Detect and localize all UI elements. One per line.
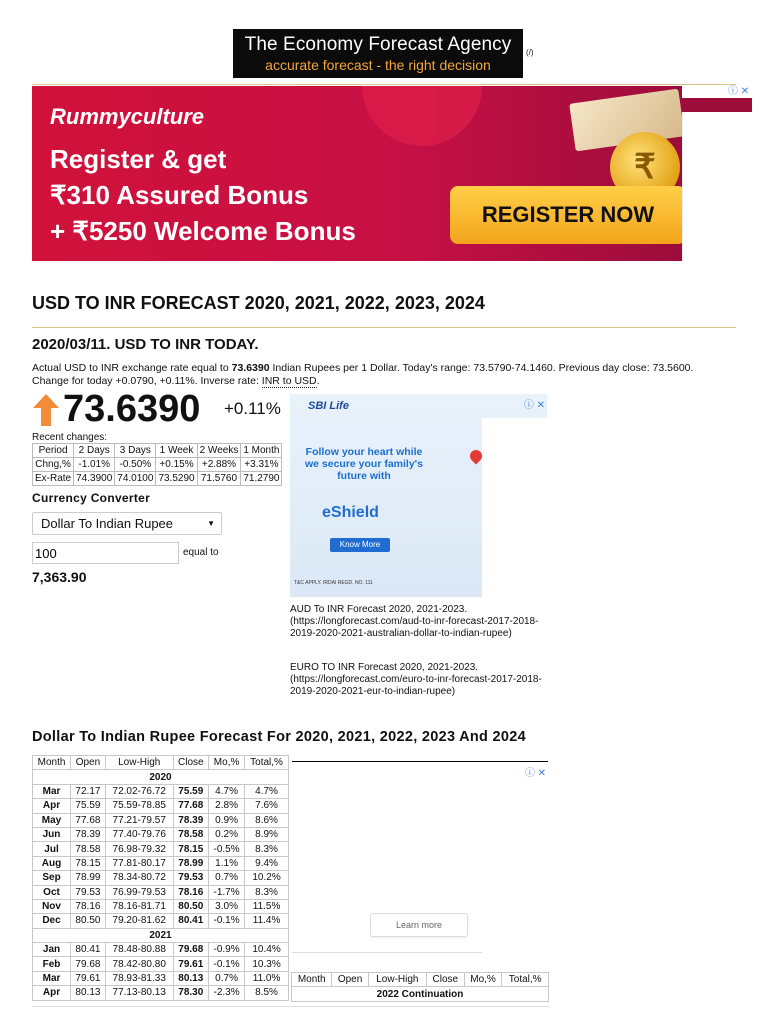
date-subtitle: 2020/03/11. USD TO INR TODAY. <box>32 336 259 353</box>
table-header-cell: 2 Weeks <box>197 444 241 458</box>
forecast-continuation-table <box>291 972 549 1002</box>
table-cell: -0.50% <box>115 458 156 472</box>
ad-brand: Rummyculture <box>50 104 205 129</box>
table-header-cell: Close <box>427 973 465 987</box>
ad-blank-area <box>482 418 547 597</box>
ad-headline: Follow your heart while we secure your family's future with <box>304 446 424 482</box>
table-cell: 79.61 <box>173 957 208 971</box>
table-cell: 76.98-79.32 <box>105 842 173 856</box>
table-row <box>33 472 282 486</box>
table-cell: Mar <box>33 784 71 798</box>
table-header-cell: Mo,% <box>209 756 245 770</box>
table-cell: 77.21-79.57 <box>105 813 173 827</box>
register-now-button[interactable]: REGISTER NOW <box>450 186 682 244</box>
table-row <box>33 928 289 942</box>
ad-divider <box>292 952 482 953</box>
related-link-aud[interactable] <box>290 604 550 640</box>
table-cell: Jan <box>33 943 71 957</box>
table-cell: 1.1% <box>209 856 245 870</box>
table-cell: 78.34-80.72 <box>105 871 173 885</box>
table-row <box>33 756 289 770</box>
table-cell: 78.16 <box>173 885 208 899</box>
dropdown-caret-icon: ▼ <box>207 519 215 528</box>
table-cell: Chng,% <box>33 458 74 472</box>
related-title: EURO TO INR Forecast 2020, 2021-2023. <box>290 662 479 673</box>
table-cell: 77.40-79.76 <box>105 827 173 841</box>
table-cell: 79.20-81.62 <box>105 914 173 928</box>
table-cell: 11.4% <box>245 914 289 928</box>
table-cell: 80.41 <box>71 943 106 957</box>
bottom-ad[interactable] <box>292 761 548 972</box>
table-cell: 78.39 <box>173 813 208 827</box>
table-header-cell: Month <box>33 756 71 770</box>
table-cell: 0.9% <box>209 813 245 827</box>
year-heading: 2020 <box>33 770 289 784</box>
table-cell: 75.59-78.85 <box>105 799 173 813</box>
logo-tagline: accurate forecast - the right decision <box>265 57 491 73</box>
table-cell: 10.3% <box>245 957 289 971</box>
table-cell: 78.48-80.88 <box>105 943 173 957</box>
ad-fine-print: T&C APPLY. IRDAI REGD. NO. 111 <box>294 580 373 586</box>
rate-description <box>32 362 732 388</box>
table-cell: 8.3% <box>245 842 289 856</box>
table-header-cell: Month <box>292 973 332 987</box>
equal-to-label: equal to <box>183 547 219 558</box>
table-header-cell: Open <box>71 756 106 770</box>
related-title: AUD To INR Forecast 2020, 2021-2023. <box>290 604 468 615</box>
table-header-cell: Mo,% <box>464 973 502 987</box>
table-cell: 79.53 <box>173 871 208 885</box>
forecast-title: Dollar To Indian Rupee Forecast For 2020, 2021, 2022, 2023 And 2024 <box>32 729 526 745</box>
table-cell: May <box>33 813 71 827</box>
table-cell: 4.7% <box>209 784 245 798</box>
ad-product: eShield <box>322 504 379 521</box>
table-header-cell: 1 Week <box>156 444 197 458</box>
table-cell: Nov <box>33 899 71 913</box>
rupee-coin-icon: ₹ <box>610 132 680 202</box>
table-cell: 74.0100 <box>115 472 156 486</box>
table-cell: 0.7% <box>209 871 245 885</box>
table-cell: 9.4% <box>245 856 289 870</box>
table-header-cell: Period <box>33 444 74 458</box>
forecast-table <box>32 755 289 1001</box>
desc-text-2: Indian Rupees per 1 Dollar. Today's range: 73.5790-74.1460. Previous day close: 73.5600. Change for today +0.0790, +0.11%. Inverse rate: <box>32 362 694 387</box>
table-cell: 80.13 <box>173 971 208 985</box>
ad-headline-1: Register & get <box>50 144 227 174</box>
title-divider <box>32 327 736 328</box>
table-row <box>33 871 289 885</box>
year-heading: 2022 Continuation <box>292 987 549 1001</box>
table-cell: Aug <box>33 856 71 870</box>
amount-input[interactable] <box>32 542 179 564</box>
current-rate: 73.6390 <box>63 388 201 430</box>
table-cell: 78.15 <box>173 842 208 856</box>
table-header-cell: 1 Month <box>241 444 282 458</box>
table-cell: 78.93-81.33 <box>105 971 173 985</box>
table-cell: 8.9% <box>245 827 289 841</box>
table-cell: 78.16 <box>71 899 106 913</box>
table-cell: Apr <box>33 986 71 1000</box>
table-header-cell: Close <box>173 756 208 770</box>
table-cell: 78.42-80.80 <box>105 957 173 971</box>
table-cell: Jul <box>33 842 71 856</box>
desc-rate: 73.6390 <box>231 362 270 374</box>
table-cell: 0.7% <box>209 971 245 985</box>
related-url: (https://longforecast.com/aud-to-inr-forecast-2017-2018-2019-2020-2021-australian-dollar-to-indian-rupee) <box>290 616 539 639</box>
currency-pair-select[interactable] <box>32 512 222 535</box>
table-cell: -2.3% <box>209 986 245 1000</box>
table-cell: 72.17 <box>71 784 106 798</box>
table-cell: 78.15 <box>71 856 106 870</box>
table-row <box>33 458 282 472</box>
table-cell: 77.68 <box>173 799 208 813</box>
table-row <box>33 899 289 913</box>
table-cell: 79.68 <box>71 957 106 971</box>
table-header-cell: 3 Days <box>115 444 156 458</box>
table-cell: Dec <box>33 914 71 928</box>
ad-choices-close-icon[interactable]: ⓘ ✕ <box>725 86 752 98</box>
ad-headline-3: + ₹5250 Welcome Bonus <box>50 216 356 246</box>
logo-link-mark[interactable]: (/) <box>526 48 534 57</box>
table-cell: -0.1% <box>209 914 245 928</box>
table-row <box>33 914 289 928</box>
table-row <box>33 957 289 971</box>
table-cell: Oct <box>33 885 71 899</box>
table-cell: Ex-Rate <box>33 472 74 486</box>
table-row <box>33 971 289 985</box>
table-row <box>33 856 289 870</box>
learn-more-button[interactable]: Learn more <box>370 913 468 937</box>
table-cell: 77.68 <box>71 813 106 827</box>
table-cell: +2.88% <box>197 458 241 472</box>
table-cell: 77.81-80.17 <box>105 856 173 870</box>
table-cell: 77.13-80.13 <box>105 986 173 1000</box>
top-divider <box>32 84 736 85</box>
insurance-ad[interactable] <box>290 394 547 597</box>
table-cell: -0.9% <box>209 943 245 957</box>
ad-choices-close-icon[interactable]: ⓘ ✕ <box>524 768 546 779</box>
table-cell: 4.7% <box>245 784 289 798</box>
table-header-cell: Low-High <box>105 756 173 770</box>
table-cell: Mar <box>33 971 71 985</box>
table-cell: 78.58 <box>173 827 208 841</box>
table-cell: 2.8% <box>209 799 245 813</box>
table-cell: 72.02-76.72 <box>105 784 173 798</box>
table-row <box>33 444 282 458</box>
table-cell: 74.3900 <box>74 472 115 486</box>
table-cell: 8.5% <box>245 986 289 1000</box>
logo-title: The Economy Forecast Agency <box>244 34 512 55</box>
bottom-divider <box>32 1006 549 1007</box>
recent-changes-label: Recent changes: <box>32 432 108 443</box>
table-cell: -0.1% <box>209 957 245 971</box>
page-title: USD TO INR FORECAST 2020, 2021, 2022, 2023, 2024 <box>32 293 485 313</box>
rate-change-percent: +0.11% <box>224 399 281 418</box>
table-header-cell: Total,% <box>245 756 289 770</box>
table-cell: 10.2% <box>245 871 289 885</box>
table-cell: +0.15% <box>156 458 197 472</box>
ad-decoration <box>362 86 482 146</box>
arrow-up-icon <box>33 394 59 426</box>
table-cell: Feb <box>33 957 71 971</box>
table-cell: 78.30 <box>173 986 208 1000</box>
table-row <box>33 842 289 856</box>
site-logo[interactable] <box>233 29 523 78</box>
table-header-cell: Total,% <box>502 973 549 987</box>
table-cell: Apr <box>33 799 71 813</box>
table-cell: 76.99-79.53 <box>105 885 173 899</box>
table-row <box>33 885 289 899</box>
table-header-cell: Open <box>332 973 368 987</box>
table-cell: 78.39 <box>71 827 106 841</box>
table-cell: 11.0% <box>245 971 289 985</box>
table-cell: 71.2790 <box>241 472 282 486</box>
table-row <box>33 799 289 813</box>
table-cell: 11.5% <box>245 899 289 913</box>
related-url: (https://longforecast.com/euro-to-inr-forecast-2017-2018-2019-2020-2021-eur-to-indian-rupee) <box>290 674 542 697</box>
desc-text-3: . <box>316 375 320 387</box>
table-cell: 3.0% <box>209 899 245 913</box>
banner-ad[interactable] <box>32 86 682 261</box>
table-cell: 80.50 <box>173 899 208 913</box>
table-row <box>33 943 289 957</box>
inverse-rate-link[interactable]: INR to USD <box>261 375 317 387</box>
know-more-button[interactable]: Know More <box>330 538 390 552</box>
table-cell: 7.6% <box>245 799 289 813</box>
table-cell: 79.53 <box>71 885 106 899</box>
year-heading: 2021 <box>33 928 289 942</box>
recent-changes-table <box>32 443 282 486</box>
table-cell: 79.61 <box>71 971 106 985</box>
table-header-cell: Low-High <box>368 973 426 987</box>
table-cell: 71.5760 <box>197 472 241 486</box>
table-cell: 78.58 <box>71 842 106 856</box>
desc-text-1: Actual USD to INR exchange rate equal to <box>32 362 232 374</box>
related-link-euro[interactable] <box>290 662 550 698</box>
table-row <box>33 986 289 1000</box>
table-cell: +3.31% <box>241 458 282 472</box>
converter-title: Currency Converter <box>32 491 151 505</box>
table-row <box>33 813 289 827</box>
table-cell: -1.7% <box>209 885 245 899</box>
table-cell: 79.68 <box>173 943 208 957</box>
ad-edge <box>682 98 752 112</box>
ad-choices-close-icon[interactable]: ⓘ ✕ <box>523 400 545 411</box>
table-cell: -1.01% <box>74 458 115 472</box>
table-cell: 75.59 <box>71 799 106 813</box>
ad-headline-2: ₹310 Assured Bonus <box>50 180 309 210</box>
table-cell: Sep <box>33 871 71 885</box>
ad-blank-area <box>682 112 752 261</box>
table-header-cell: 2 Days <box>74 444 115 458</box>
conversion-result: 7,363.90 <box>32 569 87 585</box>
table-cell: 78.16-81.71 <box>105 899 173 913</box>
table-row <box>33 827 289 841</box>
table-cell: 73.5290 <box>156 472 197 486</box>
table-cell: 8.6% <box>245 813 289 827</box>
table-cell: 78.99 <box>173 856 208 870</box>
table-cell: 75.59 <box>173 784 208 798</box>
table-row <box>33 784 289 798</box>
table-cell: Jun <box>33 827 71 841</box>
table-cell: 0.2% <box>209 827 245 841</box>
table-cell: 80.41 <box>173 914 208 928</box>
table-cell: 80.13 <box>71 986 106 1000</box>
table-cell: 78.99 <box>71 871 106 885</box>
table-cell: 80.50 <box>71 914 106 928</box>
ad-brand: SBI Life <box>308 400 349 412</box>
table-cell: -0.5% <box>209 842 245 856</box>
currency-pair-value: Dollar To Indian Rupee <box>41 516 174 531</box>
table-row <box>292 973 549 987</box>
table-cell: 10.4% <box>245 943 289 957</box>
table-row <box>33 770 289 784</box>
table-row <box>292 987 549 1001</box>
table-cell: 8.3% <box>245 885 289 899</box>
